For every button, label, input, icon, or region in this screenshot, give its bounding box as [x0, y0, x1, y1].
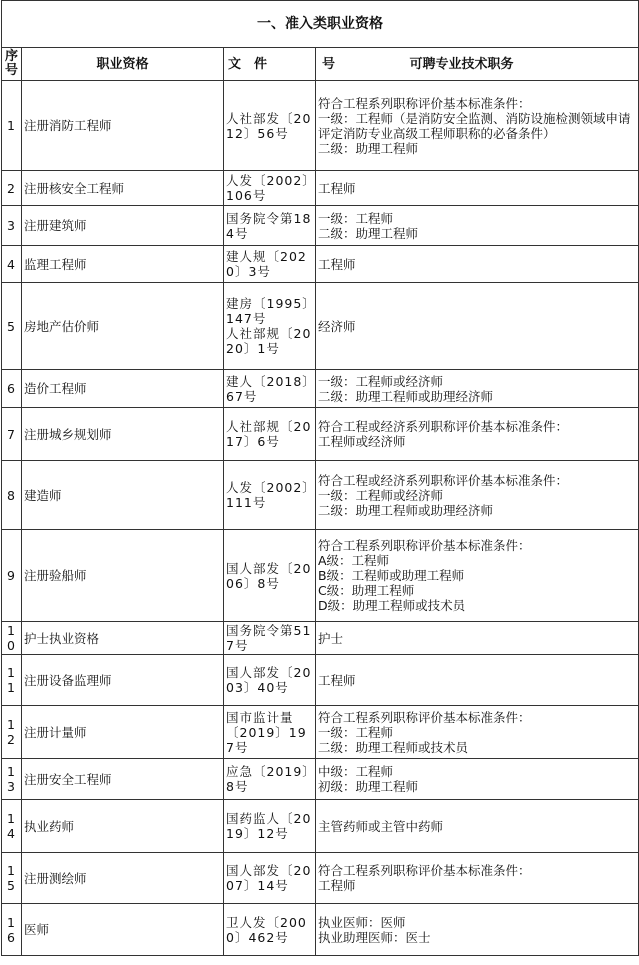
- table-row: [2, 706, 639, 759]
- qualification-table: [1, 0, 639, 956]
- row-document: 人社部规〔2017〕6号: [224, 408, 316, 461]
- row-seq: 13: [2, 759, 22, 800]
- row-seq: 2: [2, 171, 22, 206]
- row-duty: 中级：工程师 初级：助理工程师: [316, 759, 639, 800]
- table-row: [2, 655, 639, 706]
- header-duty-label: 可聘专业技术职务: [409, 56, 514, 72]
- row-document: 人发〔2002〕111号: [224, 461, 316, 530]
- table-row: [2, 171, 639, 206]
- row-document: 国人部发〔2006〕8号: [224, 530, 316, 622]
- row-seq: 5: [2, 283, 22, 370]
- table-body: [2, 81, 639, 956]
- table-row: [2, 408, 639, 461]
- table-row: [2, 283, 639, 370]
- row-seq: 14: [2, 800, 22, 853]
- row-duty: 符合工程或经济系列职称评价基本标准条件： 工程师或经济师: [316, 408, 639, 461]
- table-row: [2, 622, 639, 655]
- row-seq: 15: [2, 853, 22, 904]
- table-title: 一、准入类职业资格: [2, 1, 639, 48]
- row-seq: 12: [2, 706, 22, 759]
- row-document: 国市监计量〔2019〕197号: [224, 706, 316, 759]
- row-seq: 1: [2, 81, 22, 171]
- row-document: 国务院令第517号: [224, 622, 316, 655]
- row-qualification: 注册测绘师: [22, 853, 224, 904]
- row-document: 人发〔2002〕106号: [224, 171, 316, 206]
- header-seq: 序号: [2, 48, 22, 81]
- row-qualification: 执业药师: [22, 800, 224, 853]
- header-duty: [316, 48, 639, 81]
- row-qualification: 注册核安全工程师: [22, 171, 224, 206]
- table-row: [2, 800, 639, 853]
- row-qualification: 注册建筑师: [22, 206, 224, 246]
- row-document: 建人规〔2020〕3号: [224, 246, 316, 283]
- table-row: [2, 81, 639, 171]
- row-duty: 一级：工程师 二级：助理工程师: [316, 206, 639, 246]
- row-document: 国药监人〔2019〕12号: [224, 800, 316, 853]
- row-qualification: 医师: [22, 904, 224, 956]
- row-seq: 7: [2, 408, 22, 461]
- row-duty: 符合工程系列职称评价基本标准条件： 一级：工程师 二级：助理工程师或技术员: [316, 706, 639, 759]
- row-seq: 6: [2, 370, 22, 408]
- row-duty: 符合工程系列职称评价基本标准条件： 一级：工程师（是消防安全监测、消防设施检测领域申请评定消防专业高级工程师职称的必备条件） 二级：助理工程师: [316, 81, 639, 171]
- row-seq: 9: [2, 530, 22, 622]
- row-qualification: 监理工程师: [22, 246, 224, 283]
- header-num-label: 号: [322, 56, 336, 72]
- header-document: [224, 48, 316, 81]
- row-document: 应急〔2019〕8号: [224, 759, 316, 800]
- table-row: [2, 246, 639, 283]
- table-row: [2, 206, 639, 246]
- row-seq: 4: [2, 246, 22, 283]
- row-qualification: 注册城乡规划师: [22, 408, 224, 461]
- header-qualification: 职业资格: [22, 48, 224, 81]
- row-duty: 主管药师或主管中药师: [316, 800, 639, 853]
- row-duty: 一级：工程师或经济师 二级：助理工程师或助理经济师: [316, 370, 639, 408]
- row-duty: 护士: [316, 622, 639, 655]
- table-row: [2, 530, 639, 622]
- row-qualification: 建造师: [22, 461, 224, 530]
- row-qualification: 注册消防工程师: [22, 81, 224, 171]
- row-duty: 工程师: [316, 171, 639, 206]
- row-duty: 经济师: [316, 283, 639, 370]
- row-seq: 8: [2, 461, 22, 530]
- row-duty: 符合工程或经济系列职称评价基本标准条件： 一级：工程师或经济师 二级：助理工程师或助理经济师: [316, 461, 639, 530]
- row-duty: 符合工程系列职称评价基本标准条件： 工程师: [316, 853, 639, 904]
- row-document: 国人部发〔2007〕14号: [224, 853, 316, 904]
- row-duty: 工程师: [316, 655, 639, 706]
- row-qualification: 注册安全工程师: [22, 759, 224, 800]
- row-qualification: 注册验船师: [22, 530, 224, 622]
- row-qualification: 造价工程师: [22, 370, 224, 408]
- row-document: 建人〔2018〕67号: [224, 370, 316, 408]
- row-document: 卫人发〔2000〕462号: [224, 904, 316, 956]
- table-row: [2, 759, 639, 800]
- title-row: [2, 1, 639, 48]
- row-duty: 符合工程系列职称评价基本标准条件： A级：工程师 B级：工程师或助理工程师 C级：助理工程师 D级：助理工程师或技术员: [316, 530, 639, 622]
- row-document: 国务院令第184号: [224, 206, 316, 246]
- row-qualification: 注册计量师: [22, 706, 224, 759]
- table-row: [2, 904, 639, 956]
- row-seq: 3: [2, 206, 22, 246]
- row-qualification: 注册设备监理师: [22, 655, 224, 706]
- table-row: [2, 461, 639, 530]
- header-document-label: 文 件: [228, 56, 268, 72]
- row-qualification: 护士执业资格: [22, 622, 224, 655]
- row-seq: 11: [2, 655, 22, 706]
- row-seq: 10: [2, 622, 22, 655]
- row-seq: 16: [2, 904, 22, 956]
- row-document: 建房〔1995〕147号 人社部规〔2020〕1号: [224, 283, 316, 370]
- table-row: [2, 370, 639, 408]
- row-duty: 执业医师：医师 执业助理医师：医士: [316, 904, 639, 956]
- table-row: [2, 853, 639, 904]
- row-qualification: 房地产估价师: [22, 283, 224, 370]
- row-document: 人社部发〔2012〕56号: [224, 81, 316, 171]
- row-duty: 工程师: [316, 246, 639, 283]
- row-document: 国人部发〔2003〕40号: [224, 655, 316, 706]
- header-row: [2, 48, 639, 81]
